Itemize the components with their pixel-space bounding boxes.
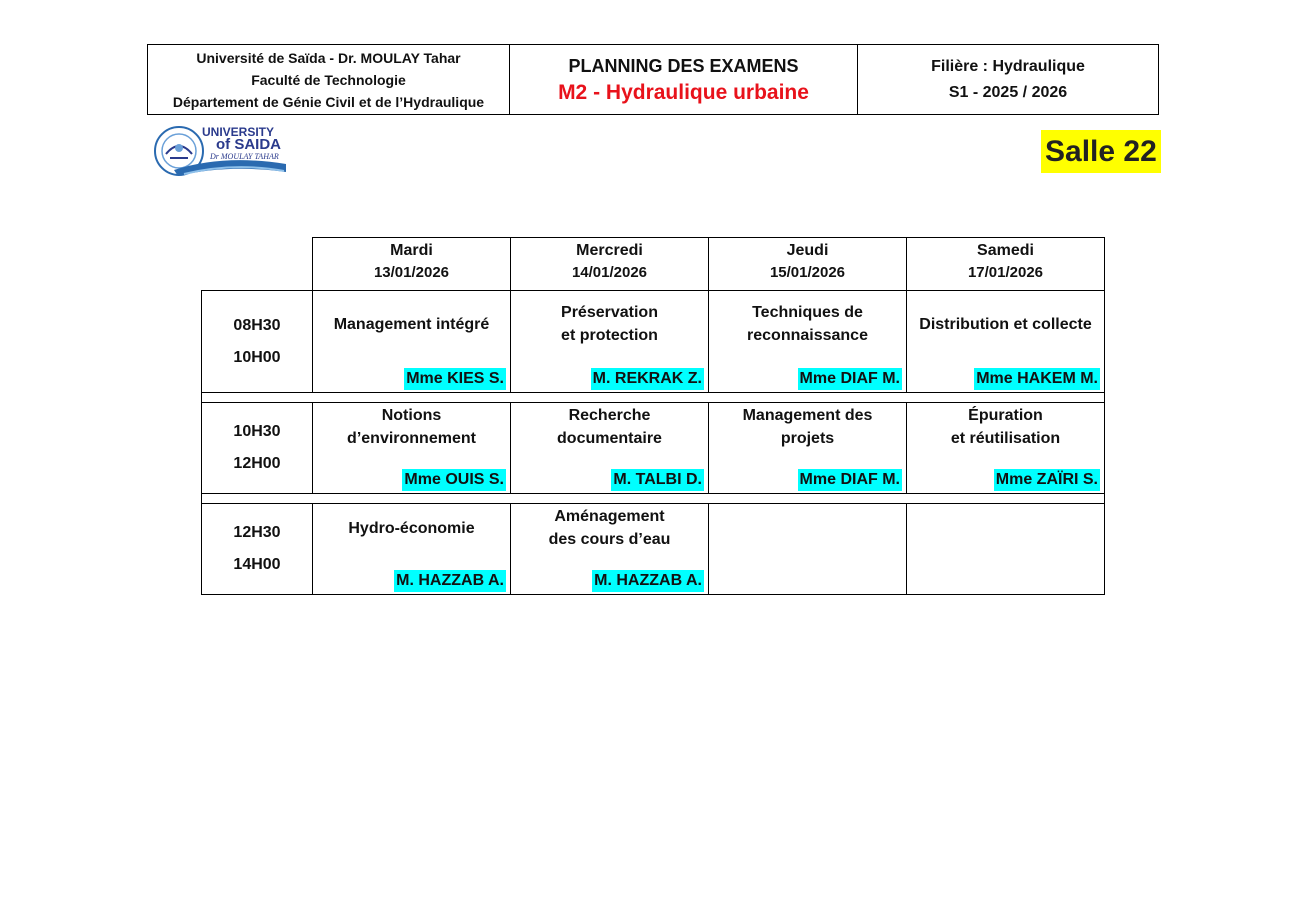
day-name: Mardi bbox=[390, 242, 433, 259]
subject-line-2: projets bbox=[780, 430, 835, 447]
exam-cell bbox=[313, 291, 511, 392]
teacher-name: Mme KIES S. bbox=[404, 368, 506, 390]
logo-text-founder: Dr MOULAY TAHAR bbox=[210, 152, 279, 161]
logo-text-university: UNIVERSITY bbox=[202, 125, 275, 139]
exam-cell bbox=[709, 403, 907, 493]
teacher-name: Mme DIAF M. bbox=[798, 469, 902, 491]
subject-line-1: Distribution et collecte bbox=[919, 316, 1092, 333]
page-title: PLANNING DES EXAMENS bbox=[568, 55, 799, 76]
time-start: 08H30 bbox=[233, 316, 281, 334]
subject-line-1: Notions bbox=[381, 407, 442, 424]
filiere-label: Filière : Hydraulique bbox=[931, 57, 1085, 75]
subject-line-1: Recherche bbox=[568, 407, 651, 424]
teacher-name: M. HAZZAB A. bbox=[592, 570, 704, 592]
day-header bbox=[709, 238, 907, 290]
day-name: Jeudi bbox=[786, 242, 829, 259]
day-name: Samedi bbox=[977, 242, 1034, 259]
subject-line-1: Management intégré bbox=[333, 316, 490, 333]
exam-cell bbox=[511, 504, 709, 594]
exam-cell bbox=[907, 403, 1104, 493]
teacher-name: Mme ZAÏRI S. bbox=[994, 469, 1100, 491]
document-header bbox=[147, 44, 1159, 115]
schedule-row bbox=[201, 503, 1105, 595]
time-end: 10H00 bbox=[233, 348, 281, 366]
time-start: 10H30 bbox=[233, 423, 281, 440]
semester-label: S1 - 2025 / 2026 bbox=[948, 83, 1068, 101]
subject-line-2: reconnaissance bbox=[747, 327, 868, 344]
subject-line-2: d’environnement bbox=[347, 430, 476, 447]
day-name: Mercredi bbox=[576, 242, 643, 259]
teacher-name: M. HAZZAB A. bbox=[394, 570, 506, 592]
subject-line-1: Épuration bbox=[968, 407, 1043, 424]
subject-line-1: Management des bbox=[742, 407, 873, 424]
exam-cell bbox=[709, 291, 907, 392]
department-name: Département de Génie Civil et de l’Hydraulique bbox=[172, 93, 485, 110]
time-start: 12H30 bbox=[233, 524, 281, 541]
time-end: 14H00 bbox=[233, 556, 281, 573]
time-slot bbox=[202, 291, 313, 392]
exam-cell-empty bbox=[907, 504, 1104, 594]
exam-cell-empty bbox=[709, 504, 907, 594]
subject-line-2: documentaire bbox=[557, 430, 662, 447]
subject-line-1: Techniques de bbox=[752, 304, 863, 321]
exam-cell bbox=[313, 504, 511, 594]
subject-line-1: Hydro-économie bbox=[348, 520, 475, 537]
exam-cell bbox=[313, 403, 511, 493]
teacher-name: M. REKRAK Z. bbox=[591, 368, 704, 390]
subject-line-2: et réutilisation bbox=[950, 430, 1061, 447]
subject-line-2: des cours d’eau bbox=[548, 531, 671, 548]
institution-block bbox=[148, 45, 510, 114]
university-logo-icon bbox=[154, 124, 288, 180]
schedule-row bbox=[201, 290, 1105, 393]
time-slot bbox=[202, 504, 313, 594]
day-date: 17/01/2026 bbox=[967, 264, 1044, 281]
teacher-name: Mme OUIS S. bbox=[402, 469, 506, 491]
teacher-name: M. TALBI D. bbox=[611, 469, 704, 491]
schedule-row bbox=[201, 402, 1105, 494]
faculty-name: Faculté de Technologie bbox=[251, 71, 406, 88]
subject-line-1: Préservation bbox=[561, 304, 658, 321]
day-header bbox=[907, 238, 1104, 290]
logo-text-saida: of SAIDA bbox=[216, 136, 281, 153]
day-date: 13/01/2026 bbox=[373, 264, 450, 281]
university-name: Université de Saïda - Dr. MOULAY Tahar bbox=[196, 49, 461, 66]
room-badge: Salle 22 bbox=[1041, 130, 1161, 173]
teacher-name: Mme HAKEM M. bbox=[974, 368, 1100, 390]
day-header bbox=[511, 238, 709, 290]
time-end: 12H00 bbox=[233, 455, 281, 472]
day-header-row bbox=[312, 237, 1105, 291]
program-block bbox=[858, 45, 1158, 114]
teacher-name: Mme DIAF M. bbox=[798, 368, 902, 390]
title-block bbox=[510, 45, 858, 114]
day-date: 14/01/2026 bbox=[571, 264, 648, 281]
page-subtitle: M2 - Hydraulique urbaine bbox=[558, 80, 809, 104]
exam-cell bbox=[511, 291, 709, 392]
time-slot bbox=[202, 403, 313, 493]
day-header bbox=[313, 238, 511, 290]
subject-line-1: Aménagement bbox=[554, 508, 665, 525]
exam-cell bbox=[511, 403, 709, 493]
subject-line-2: et protection bbox=[561, 327, 658, 344]
exam-cell bbox=[907, 291, 1104, 392]
day-date: 15/01/2026 bbox=[769, 264, 846, 281]
